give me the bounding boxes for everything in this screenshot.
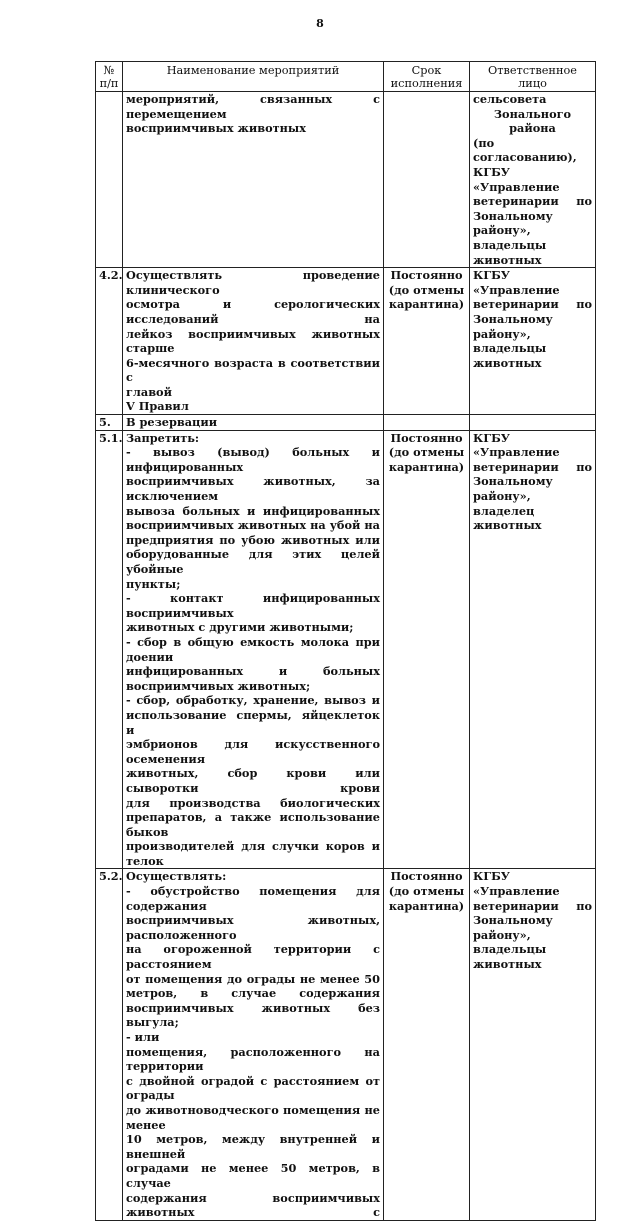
row-number: 5.2. xyxy=(96,869,123,1220)
responsible-person: КГБУ «Управление ветеринарии по Зональному району», владельцы животных xyxy=(470,869,596,1220)
execution-term xyxy=(384,415,470,431)
execution-term xyxy=(384,92,470,268)
execution-term: Постоянно (до отмены карантина) xyxy=(384,869,470,1220)
execution-term: Постоянно (до отмены карантина) xyxy=(384,268,470,415)
measure-name: Осуществлять проведение клинического осмотра и серологических исследований на лейкоз восприимчивых животных старше 6-месячного возраста в соответствии с главой V Правил xyxy=(123,268,384,415)
measures-table xyxy=(95,61,596,1221)
row-number: 4.2. xyxy=(96,268,123,415)
measure-name: В резервации xyxy=(123,415,384,431)
table-row xyxy=(96,268,596,415)
responsible-person: сельсовета Зонального района (по согласованию), КГБУ «Управление ветеринарии по Зональному району», владельцы животных xyxy=(470,92,596,268)
header-name: Наименование мероприятий xyxy=(123,62,384,92)
table-row xyxy=(96,92,596,268)
header-num: № п/п xyxy=(96,62,123,92)
header-responsible: Ответственное лицо xyxy=(470,62,596,92)
table-row xyxy=(96,430,596,869)
table-header-row xyxy=(96,62,596,92)
table-row xyxy=(96,869,596,1220)
header-term: Срок исполнения xyxy=(384,62,470,92)
responsible-person: КГБУ «Управление ветеринарии по Зональному району», владелец животных xyxy=(470,430,596,869)
responsible-person: КГБУ «Управление ветеринарии по Зональному району», владельцы животных xyxy=(470,268,596,415)
page-number: 8 xyxy=(316,17,324,30)
row-number: 5. xyxy=(96,415,123,431)
responsible-person xyxy=(470,415,596,431)
measure-name: Запретить: - вывоз (вывод) больных и инфицированных восприимчивых животных, за исключением вывоза больных и инфицированных восприимчивых животных на убой на предприятия по убою животных или оборудованные для этих целей убойные пункты; - контакт инфицированных восприимчивых животных с другими животными; - сбор в общую емкость молока при доении инфицированных и больных восприимчивых животных; - сбор, обработку, хранение, вывоз и использование спермы, яйцеклеток и эмбрионов для искусственного осеменения животных, сбор крови или сыворотки крови для производства биологических препаратов, а также использование быков производителей для случки коров и телок xyxy=(123,430,384,869)
row-number: 5.1. xyxy=(96,430,123,869)
row-number xyxy=(96,92,123,268)
measure-name: мероприятий, связанных с перемещением восприимчивых животных xyxy=(123,92,384,268)
execution-term: Постоянно (до отмены карантина) xyxy=(384,430,470,869)
table-body xyxy=(96,92,596,1221)
table-row xyxy=(96,415,596,431)
measure-name: Осуществлять: - обустройство помещения для содержания восприимчивых животных, расположенного на огороженной территории с расстоянием от помещения до ограды не менее 50 метров, в случае содержания восприимчивых животных без выгула; - или помещения, расположенного на территории с двойной оградой с расстоянием от ограды до животноводческого помещения не менее 10 метров, между внутренней и внешней оградами не менее 50 метров, в случае содержания восприимчивых животных с xyxy=(123,869,384,1220)
